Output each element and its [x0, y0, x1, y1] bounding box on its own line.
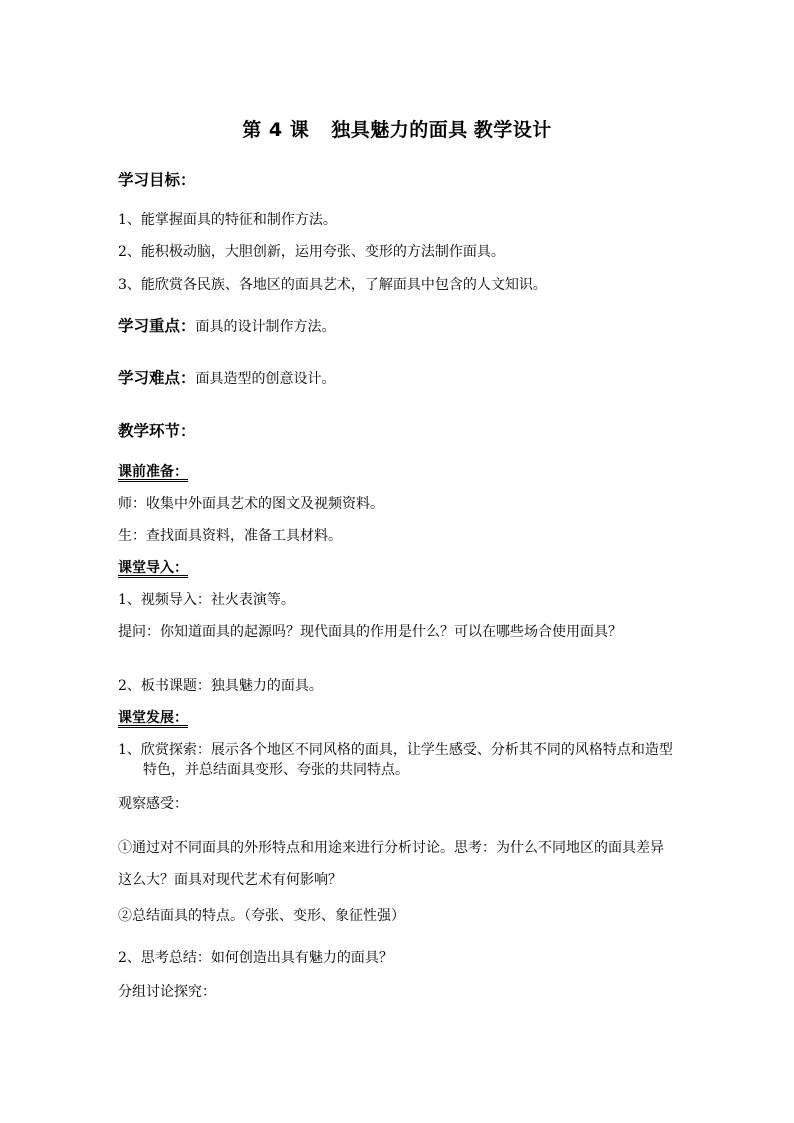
preparation-heading: 课前准备： [118, 464, 188, 480]
title-suffix: 教学设计 [473, 119, 552, 141]
lesson-number: 第 4 课 [242, 119, 310, 141]
difficulty-text: 面具造型的创意设计。 [195, 371, 336, 387]
key-point-label: 学习重点： [118, 317, 196, 335]
development-point-1: ①通过对不同面具的外形特点和用途来进行分析讨论。思考：为什么不同地区的面具差异这么大？面具对现代艺术有何影响？ [118, 840, 664, 888]
preparation-student: 生：查找面具资料，准备工具材料。 [118, 528, 342, 544]
development-heading: 课堂发展： [118, 710, 188, 726]
key-point-text: 面具的设计制作方法。 [195, 319, 336, 335]
introduction-heading-line [118, 558, 678, 578]
preparation-teacher: 师：收集中外面具艺术的图文及视频资料。 [118, 496, 384, 512]
document-title [0, 118, 794, 142]
objectives-heading: 学习目标： [118, 171, 196, 189]
difficulty-label: 学习难点： [118, 369, 196, 387]
introduction-item-1: 1、视频导入：社火表演等。 [118, 592, 295, 608]
key-point-line [118, 316, 678, 337]
development-item-1: 1、欣赏探索：展示各个地区不同风格的面具，让学生感受、分析其不同的风格特点和造型特色，并总结面具变形、夸张的共同特点。 [118, 742, 673, 778]
introduction-question: 提问：你知道面具的起源吗？现代面具的作用是什么？可以在哪些场合使用面具？ [118, 624, 622, 640]
difficulty-line [118, 368, 678, 389]
development-heading-line [118, 708, 678, 728]
objective-item-1: 1、能掌握面具的特征和制作方法。 [118, 212, 337, 228]
steps-heading: 教学环节： [118, 422, 196, 440]
objective-item-2: 2、能积极动脑，大胆创新，运用夸张、变形的方法制作面具。 [118, 244, 505, 260]
lesson-name: 独具魅力的面具 [331, 119, 468, 141]
objective-item-3: 3、能欣赏各民族、各地区的面具艺术，了解面具中包含的人文知识。 [118, 277, 547, 293]
development-point-2: ②总结面具的特点。（夸张、变形、象征性强） [118, 908, 405, 924]
observe-label: 观察感受： [118, 796, 188, 812]
introduction-item-2: 2、板书课题：独具魅力的面具。 [118, 678, 323, 694]
preparation-heading-line [118, 462, 678, 482]
introduction-heading: 课堂导入： [118, 560, 188, 576]
group-discussion-label: 分组讨论探究： [118, 984, 216, 1000]
development-item-2: 2、思考总结：如何创造出具有魅力的面具？ [118, 950, 393, 966]
